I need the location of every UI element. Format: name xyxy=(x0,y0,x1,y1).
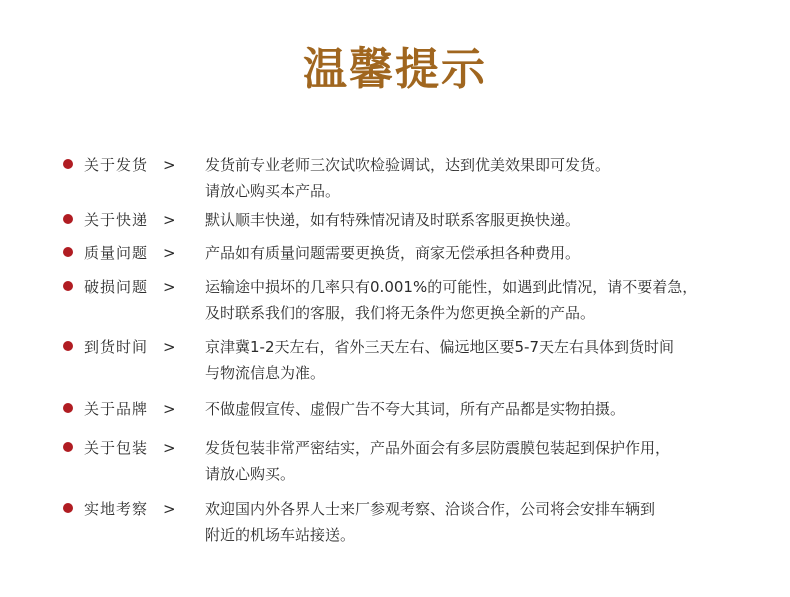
item-text-line: 默认顺丰快递，如有特殊情况请及时联系客服更换快递。 xyxy=(205,211,581,229)
item-text xyxy=(205,274,765,326)
item-text-line: 与物流信息为准。 xyxy=(205,364,326,382)
chevron-right-icon: > xyxy=(163,439,176,457)
item-text-line: 发货前专业老师三次试吹检验调试，达到优美效果即可发货。 xyxy=(205,156,611,174)
chevron-right-icon: > xyxy=(163,500,176,518)
item-text xyxy=(205,435,765,487)
item-text-line: 运输途中损坏的几率只有0.001%的可能性，如遇到此情况，请不要着急， xyxy=(205,278,698,296)
item-text-line: 发货包装非常严密结实，产品外面会有多层防震膜包装起到保护作用， xyxy=(205,439,671,457)
chevron-right-icon: > xyxy=(163,338,176,356)
item-text-line: 请放心购买本产品。 xyxy=(205,182,341,200)
item-label: 关于包装 xyxy=(84,439,149,457)
item-text-line: 京津冀1-2天左右，省外三天左右、偏远地区要5-7天左右具体到货时间 xyxy=(205,338,675,356)
item-text-line: 不做虚假宣传、虚假广告不夸大其词，所有产品都是实物拍摄。 xyxy=(205,400,626,418)
bullet-dot-icon xyxy=(63,214,73,224)
item-text-line: 请放心购买。 xyxy=(205,465,296,483)
item-text-line: 欢迎国内外各界人士来厂参观考察、洽谈合作，公司将会安排车辆到 xyxy=(205,500,656,518)
item-text xyxy=(205,152,765,204)
bullet-dot-icon xyxy=(63,403,73,413)
bullet-dot-icon xyxy=(63,247,73,257)
page-title: 温馨提示 xyxy=(303,44,487,95)
item-text-line: 及时联系我们的客服，我们将无条件为您更换全新的产品。 xyxy=(205,304,596,322)
item-label: 关于品牌 xyxy=(84,400,149,418)
chevron-right-icon: > xyxy=(163,400,176,418)
item-text xyxy=(205,334,765,386)
chevron-right-icon: > xyxy=(163,244,176,262)
item-text xyxy=(205,396,765,422)
item-label: 破损问题 xyxy=(84,278,149,296)
item-label: 实地考察 xyxy=(84,500,149,518)
bullet-dot-icon xyxy=(63,341,73,351)
bullet-dot-icon xyxy=(63,159,73,169)
bullet-dot-icon xyxy=(63,281,73,291)
item-label: 关于发货 xyxy=(84,156,149,174)
item-label: 关于快递 xyxy=(84,211,149,229)
item-text xyxy=(205,240,765,266)
item-label: 到货时间 xyxy=(84,338,149,356)
item-text-line: 产品如有质量问题需要更换货，商家无偿承担各种费用。 xyxy=(205,244,581,262)
bullet-dot-icon xyxy=(63,442,73,452)
chevron-right-icon: > xyxy=(163,211,176,229)
chevron-right-icon: > xyxy=(163,278,176,296)
item-text xyxy=(205,496,765,548)
bullet-dot-icon xyxy=(63,503,73,513)
item-label: 质量问题 xyxy=(84,244,149,262)
item-text xyxy=(205,207,765,233)
chevron-right-icon: > xyxy=(163,156,176,174)
item-text-line: 附近的机场车站接送。 xyxy=(205,526,356,544)
